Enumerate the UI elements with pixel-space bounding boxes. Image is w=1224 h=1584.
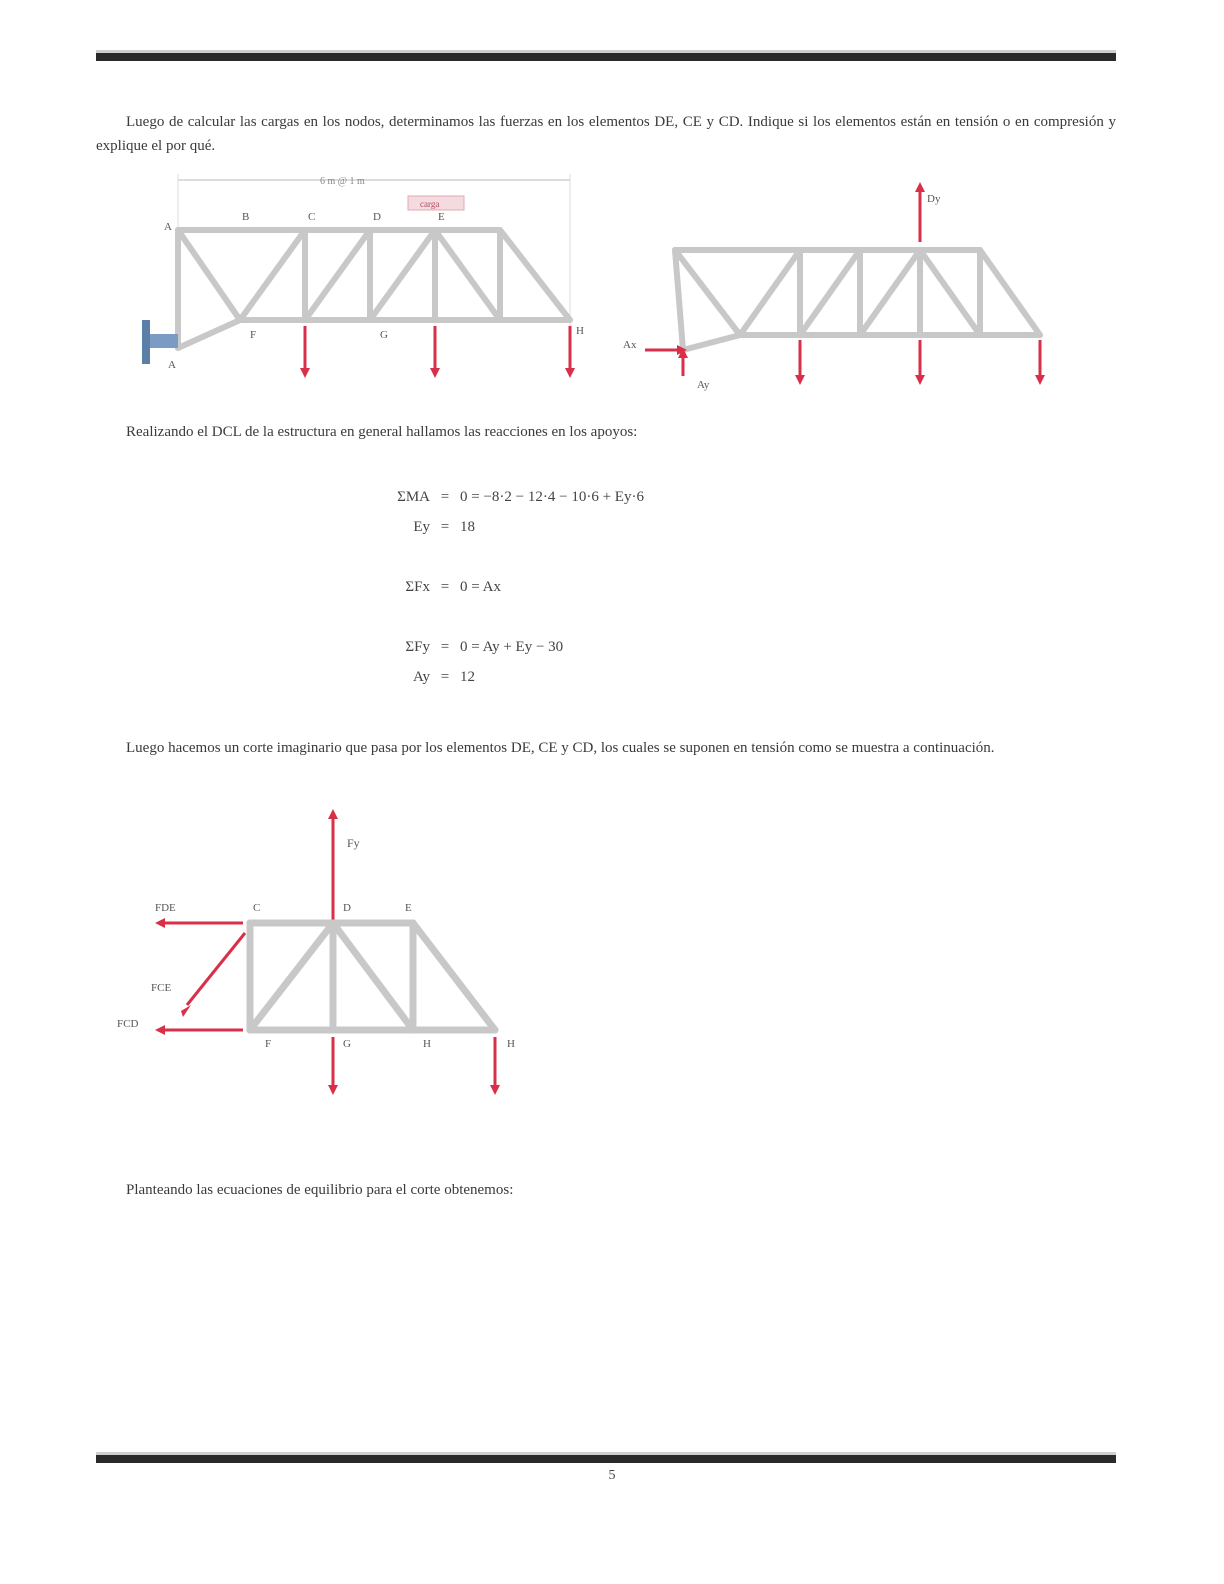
bottom-rule: [96, 1452, 1116, 1463]
equation-row: [378, 572, 858, 602]
node-label: A: [164, 221, 172, 233]
equation-row: [378, 482, 858, 512]
truss-figure-1: [130, 168, 590, 408]
equation-block: [378, 482, 858, 692]
node-label: F: [265, 1038, 272, 1050]
node-label: G: [380, 329, 388, 341]
equation-rhs: 0 = Ay + Ey − 30: [460, 638, 564, 655]
truss-section-figure: [115, 805, 535, 1135]
equation-rhs: 18: [460, 518, 475, 535]
node-label: F: [250, 329, 257, 341]
support-label: A: [168, 359, 176, 371]
truss-figure-2: [615, 180, 1065, 410]
top-rule: [96, 50, 1116, 61]
top-force: [915, 182, 941, 242]
equation-op: =: [440, 488, 450, 505]
equation-rhs: 12: [460, 668, 475, 685]
equation-op: =: [440, 638, 450, 655]
equation-row: [378, 662, 858, 692]
force-label: Ay: [697, 379, 710, 391]
paragraph-intro: Luego de calcular las cargas en los nodos, determinamos las fuerzas en los elementos DE, CE y CD. Indique si los elementos están en tensión o en compresión y explique el por qué.: [96, 114, 1116, 154]
page-number: 5: [608, 1468, 616, 1483]
equation-lhs: Ay: [413, 668, 430, 685]
paragraph-equilibrium: Planteando las ecuaciones de equilibrio para el corte obtenemos:: [126, 1182, 514, 1198]
node-labels: [164, 211, 584, 371]
paragraph-dcl: Realizando el DCL de la estructura en general hallamos las reacciones en los apoyos:: [126, 424, 638, 440]
node-label: E: [438, 211, 445, 223]
node-label: D: [343, 902, 351, 914]
support: [142, 320, 178, 364]
top-force-label: Dy: [927, 193, 941, 205]
node-label: C: [308, 211, 316, 223]
force-label: Ax: [623, 339, 637, 351]
node-label: E: [405, 902, 412, 914]
dimension-line: [178, 174, 570, 328]
cut-forces: [155, 918, 500, 1095]
paragraph-cut: Luego hacemos un corte imaginario que pasa por los elementos DE, CE y CD, los cuales se suponen en tensión como se muestra a continuación.: [126, 740, 995, 756]
equation-lhs: ΣMA: [397, 488, 430, 505]
node-label: D: [373, 211, 381, 223]
node-label: G: [343, 1038, 351, 1050]
node-label: H: [576, 325, 584, 337]
load-box-label: carga: [420, 199, 440, 209]
truss-members: [675, 250, 1040, 350]
equation-row: [378, 632, 858, 662]
node-label: B: [242, 211, 250, 223]
force-label: FCE: [151, 982, 172, 994]
dimension-label: 6 m @ 1 m: [320, 176, 365, 187]
equation-lhs: Ey: [413, 518, 430, 535]
node-label: C: [253, 902, 261, 914]
equation-lhs: ΣFy: [405, 638, 430, 655]
equation-op: =: [440, 578, 450, 595]
end-label: H: [507, 1038, 515, 1050]
equation-rhs: 0 = Ax: [460, 578, 501, 595]
truss-members: [178, 230, 570, 348]
force-label: FDE: [155, 902, 176, 914]
equation-row: [378, 512, 858, 542]
top-force-label: Fy: [347, 836, 360, 850]
force-label: FCD: [117, 1018, 139, 1030]
equation-op: =: [440, 668, 450, 685]
equation-rhs: 0 = −8·2 − 12·4 − 10·6 + Ey·6: [460, 488, 644, 505]
equation-lhs: ΣFx: [405, 578, 430, 595]
node-label: H: [423, 1038, 431, 1050]
truss-members: [250, 923, 495, 1030]
equation-op: =: [440, 518, 450, 535]
load-arrows: [300, 326, 575, 378]
